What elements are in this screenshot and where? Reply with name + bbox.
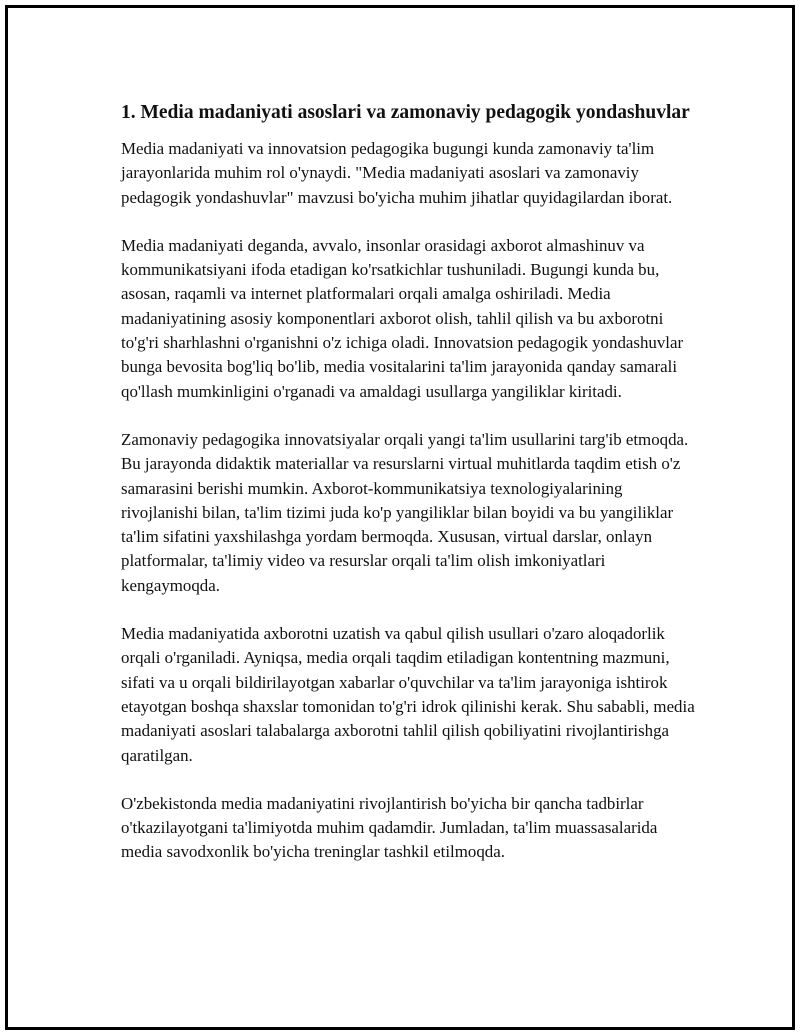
paragraph-intro: Media madaniyati va innovatsion pedagogika bugungi kunda zamonaviy ta'lim jarayonlarida muhim rol o'ynaydi. "Media madaniyati asoslari va zamonaviy pedagogik yondashuvlar" mavzusi bo'yicha muhim jihatlar quyidagilardan iborat.	[121, 139, 673, 207]
paragraph-media-culture: Media madaniyati deganda, avvalo, insonlar orasidagi axborot almashinuv va kommunikatsiyani ifoda etadigan ko'rsatkichlar tushuniladi. Bugungi kunda bu, asosan, raqamli va internet platformalari orqali amalga oshiriladi. Media madaniyatining asosiy komponentlari axborot olish, tahlil qilish va bu axborotni to'g'ri sharhlashni o'rganishni o'z ichiga oladi. Innovatsion pedagogik yondashuvlar bunga bevosita bog'liq bo'lib, media vositalarini ta'lim jarayonida qanday samarali qo'llash mumkinligini o'rganadi va amaldagi usullarga yangiliklar kiritadi.	[121, 235, 684, 401]
paragraph-uzbekistan: O'zbekistonda media madaniyatini rivojlantirish bo'yicha bir qancha tadbirlar o'tkazilayotgani ta'limiyotda muhim qadamdir. Jumladan, ta'lim muassasalarida media savodxonlik bo'yicha treninglar tashkil etilmoqda.	[121, 793, 658, 862]
document-body	[121, 99, 701, 889]
page-frame	[5, 5, 795, 1030]
paragraph-modern-pedagogy: Zamonaviy pedagogika innovatsiyalar orqali yangi ta'lim usullarini targ'ib etmoqda. Bu jarayonda didaktik materiallar va resurslarni virtual muhitlarda taqdim etish o'z samarasini berishi mumkin. Axborot-kommunikatsiya texnologiyalarining rivojlanishi bilan, ta'lim tizimi juda ko'p yangiliklar bilan boyidi va bu yangiliklar ta'lim sifatini yaxshilashga yordam bermoqda. Xususan, virtual darslar, onlayn platformalar, ta'limiy video va resurslar orqali ta'lim olish imkoniyatlari kengaymoqda.	[121, 429, 689, 595]
section-heading: 1. Media madaniyati asoslari va zamonaviy pedagogik yondashuvlar	[121, 102, 690, 123]
paragraph-information-transfer: Media madaniyatida axborotni uzatish va qabul qilish usullari o'zaro aloqadorlik orqali o'rganiladi. Ayniqsa, media orqali taqdim etiladigan kontentning mazmuni, sifati va u orqali bildirilayotgan xabarlar o'quvchilar va ta'lim jarayoniga ishtirok etayotgan boshqa shaxslar tomonidan to'g'ri idrok qilinishi kerak. Shu sababli, media madaniyati asoslari talabalarga axborotni tahlil qilish qobiliyatini rivojlantirishga qaratilgan.	[121, 624, 695, 765]
